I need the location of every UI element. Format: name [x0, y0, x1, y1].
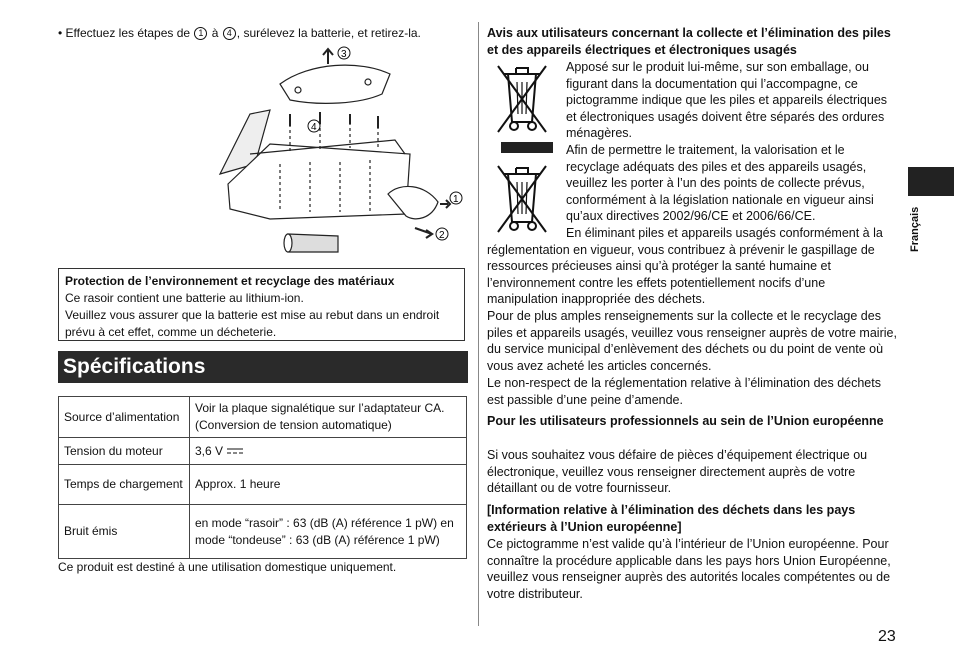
- table-row: [59, 505, 467, 559]
- domestic-use-note: Ce produit est destiné à une utilisation domestique uniquement.: [58, 560, 397, 574]
- weee-paragraph-5: Le non-respect de la réglementation relative à l’élimination des déchets est passible d’une peine d’amende.: [487, 376, 881, 407]
- language-label-text: Français: [909, 206, 921, 252]
- step-number-from: 1: [194, 27, 207, 40]
- specifications-heading: Spécifications: [58, 351, 468, 383]
- table-row: [59, 438, 467, 465]
- spec-key: Source d’alimentation: [59, 397, 190, 438]
- spec-value: Approx. 1 heure: [190, 465, 467, 505]
- crossed-bin-icon: [492, 60, 552, 138]
- spec-value: en mode “rasoir” : 63 (dB (A) référence 1 pW) en mode “tondeuse” : 63 (dB (A) référence 1 pW): [190, 505, 467, 559]
- battery-removal-illustration: [210, 44, 470, 266]
- separate-collection-bar: [501, 142, 553, 153]
- professional-users-heading: Pour les utilisateurs professionnels au sein de l’Union européenne: [487, 414, 884, 428]
- weee-paragraph-1: Apposé sur le produit lui-même, sur son emballage, ou figurant dans la documentation qui l’accompagne, ce pictogramme indique que les piles et appareils électriques et électroniques usagés doivent être séparés des ordures ménagères.: [566, 60, 888, 141]
- instruction-bullet: [58, 26, 421, 40]
- table-row: [59, 397, 467, 438]
- specifications-table: [58, 396, 467, 559]
- language-tab-marker: [908, 167, 954, 196]
- spec-key: Temps de chargement: [59, 465, 190, 505]
- weee-paragraph-2: Afin de permettre le traitement, la valorisation et le recyclage adéquats des piles et des appareils usagés, veuillez les porter à l’un des points de collecte prévus, conformément à la législation nationale en vigueur ainsi qu’aux directives 2002/96/CE et 2006/66/CE.: [566, 143, 874, 224]
- step-number-to: 4: [223, 27, 236, 40]
- non-eu-text: Ce pictogramme n’est valide qu’à l’intérieur de l’Union européenne. Pour connaître la procédure applicable dans les pays hors Union Européenne, veuillez vous renseigner auprès des autorités locales compétentes ou de votre distributeur.: [487, 537, 891, 601]
- table-row: [59, 465, 467, 505]
- callout-2: 2: [439, 230, 445, 241]
- spec-key: Tension du moteur: [59, 438, 190, 465]
- callout-1: 1: [453, 194, 459, 205]
- callout-4: 4: [311, 122, 317, 133]
- instruction-text-start: • Effectuez les étapes de: [58, 26, 191, 40]
- instruction-text-end: , surélevez la batterie, et retirez-la.: [236, 26, 421, 40]
- environment-notice-line2: Veuillez vous assurer que la batterie est mise au rebut dans un endroit prévu à cet effet, comme un décheterie.: [65, 308, 440, 339]
- spec-key: Bruit émis: [59, 505, 190, 559]
- environment-notice-box: [58, 268, 465, 341]
- callout-3: 3: [341, 49, 347, 60]
- instruction-text-mid: à: [211, 26, 219, 40]
- professional-users-text: Si vous souhaitez vous défaire de pièces d’équipement électrique ou électronique, veuillez vous renseigner directement auprès de votre détaillant ou de votre fournisseur.: [487, 448, 868, 496]
- weee-paragraph-4: Pour de plus amples renseignements sur la collecte et le recyclage des piles et appareils usagés, veuillez vous renseigner auprès de votre mairie, du service municipal d’enlèvement des déchets ou du point de vente où vous avez acheté les articles concernés.: [487, 309, 897, 373]
- column-divider: [478, 22, 479, 626]
- page-number: 23: [878, 628, 896, 645]
- non-eu-heading: [Information relative à l’élimination des déchets dans les pays extérieurs à l’Union européenne]: [487, 503, 856, 534]
- environment-notice-line1: Ce rasoir contient une batterie au lithium-ion.: [65, 291, 304, 305]
- dc-current-icon: [226, 447, 244, 455]
- weee-notice-heading: Avis aux utilisateurs concernant la collecte et l’élimination des piles et des appareils électriques et électroniques usagés: [487, 26, 891, 57]
- spec-value: Voir la plaque signalétique sur l’adaptateur CA. (Conversion de tension automatique): [190, 397, 467, 438]
- environment-notice-title: Protection de l’environnement et recyclage des matériaux: [65, 274, 395, 288]
- voltage-value: 3,6 V: [195, 443, 224, 458]
- language-label: [905, 200, 925, 260]
- weee-paragraph-3: En éliminant piles et appareils usagés conformément à la réglementation en vigueur, vous contribuez à prévenir le gaspillage de ressources précieuses ainsi qu’à protéger la santé humaine et l’environnement contre les effets potentiellement nocifs d’une manipulation inappropriée des déchets.: [487, 226, 883, 307]
- spec-value-voltage: [190, 438, 467, 465]
